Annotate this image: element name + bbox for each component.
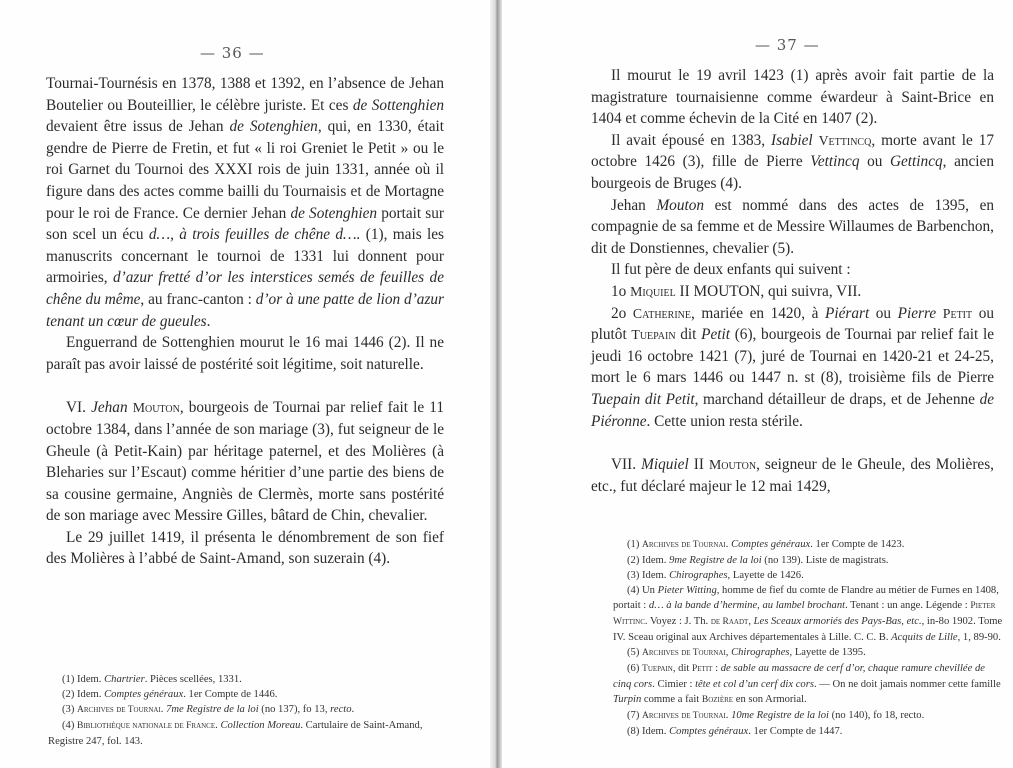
paragraph bbox=[591, 130, 994, 195]
text-run: 2o bbox=[611, 304, 633, 322]
text-run: (3) bbox=[62, 704, 78, 715]
text-run: (no 137), fo 13, bbox=[258, 704, 331, 715]
book-gutter bbox=[490, 0, 502, 768]
small-caps-run: Petit bbox=[942, 305, 973, 321]
italic-run: Acquits de Lille bbox=[891, 632, 958, 643]
text-run: . bbox=[351, 704, 355, 715]
italic-run: Tuepain dit Petit bbox=[591, 390, 695, 408]
italic-run: Comptes généraux bbox=[669, 726, 749, 737]
footnotes bbox=[613, 537, 1003, 739]
small-caps-run: Mouton bbox=[132, 400, 180, 416]
text-run: . bbox=[206, 312, 211, 330]
footnote bbox=[613, 645, 1003, 661]
text-run: . 1er Compte de 1447. bbox=[748, 726, 843, 737]
text-run: Enguerrand de Sottenghien mourut le 16 mai 1446 (2). Il ne paraît pas avoir laissé de postérité soit légitime, soit naturelle. bbox=[46, 334, 444, 373]
italic-run: d…, à trois feuilles de chêne d…. bbox=[148, 226, 361, 244]
text-run: (no 140), fo 18, recto. bbox=[828, 710, 925, 721]
small-caps-run: Tuepain bbox=[631, 327, 676, 343]
text-run: Le 29 juillet 1419, il présenta le dénombrement de son fief des Molières à l’abbé de Saint-Amand, son suzerain (4). bbox=[46, 528, 444, 568]
text-run: , au franc-canton : bbox=[140, 290, 256, 308]
text-run: VI. bbox=[66, 399, 92, 417]
page-number: — 36 — bbox=[200, 44, 265, 62]
footnote bbox=[613, 537, 1003, 553]
text-run: , mariée en 1420, à bbox=[690, 304, 825, 322]
text-run: comme a fait bbox=[641, 694, 702, 705]
text-run: , in-8o 1902. Tome IV. Sceau original aux Archives départementales à Lille. C. C. B. bbox=[613, 616, 1003, 643]
small-caps-run: Pieter Wittinc bbox=[613, 601, 996, 627]
text-run: (4) bbox=[62, 720, 78, 731]
text-run: Tournai-Tournésis en 1378, 1388 et 1392, en l’absence de Jehan Boutelier ou Bouteillier, le célèbre juriste. Et ces bbox=[46, 75, 444, 114]
italic-run: 10me Registre de la loi bbox=[731, 710, 829, 721]
text-run: , bourgeois de Tournai par relief fait le 11 octobre 1384, dans l’année de son mariage (3), fut seigneur de le Gheule (à Petit-Kain) par héritage paternel, et des Molières (à Bleharies sur l’Escaut) comme héritier d’une partie des biens de sa cousine germaine, Angniès de Clermès, morte sans postérité de son mariage avec Messire Gilles, bâtard de Chin, chevalier. bbox=[46, 399, 444, 525]
italic-run: Pierre bbox=[897, 304, 943, 322]
body-text bbox=[591, 65, 994, 497]
text-run: 1o bbox=[611, 282, 631, 300]
italic-run: Les Sceaux armoriés des Pays-Bas, etc. bbox=[753, 616, 922, 627]
text-run: devaient être issus de Jehan bbox=[46, 118, 230, 136]
italic-run: 7me Registre de la loi bbox=[166, 704, 259, 715]
italic-run: Chirographes bbox=[731, 647, 790, 658]
small-caps-run: Bibliothèque nationale de France bbox=[77, 721, 216, 731]
italic-run: Comptes généraux bbox=[104, 689, 184, 700]
small-caps-run: de Raadt bbox=[710, 617, 749, 627]
footnote bbox=[613, 708, 1003, 724]
page-number: — 37 — bbox=[755, 36, 820, 54]
text-run: II bbox=[688, 456, 709, 474]
text-run: . Pièces scellées, 1331. bbox=[144, 674, 242, 685]
text-run: , bbox=[725, 647, 732, 658]
paragraph bbox=[46, 397, 444, 527]
italic-run: Isabiel bbox=[771, 131, 819, 149]
italic-run: recto bbox=[330, 704, 352, 715]
text-run: , 1, 89-90. bbox=[957, 632, 1001, 643]
text-run: . Cartulaire de Saint-Amand, Registre 247, fol. 143. bbox=[48, 720, 423, 747]
body-text bbox=[46, 73, 444, 570]
text-run: , ancien bourgeois de Bruges (4). bbox=[591, 153, 994, 192]
italic-run: Turpin bbox=[613, 694, 642, 705]
small-caps-run: Archives de Tournai bbox=[77, 705, 161, 715]
italic-run: Pieter Witting bbox=[657, 585, 717, 596]
italic-run: Mouton bbox=[656, 196, 705, 214]
text-run: (5) bbox=[627, 647, 643, 658]
italic-run: de Sotenghien bbox=[229, 118, 318, 136]
italic-run: Miquiel bbox=[641, 456, 689, 474]
text-run: . bbox=[725, 539, 732, 550]
text-run: Jehan bbox=[611, 196, 657, 214]
footnote bbox=[48, 672, 448, 687]
paragraph bbox=[46, 332, 444, 375]
text-run: Il avait épousé en 1383, bbox=[611, 131, 772, 149]
text-run: ou bbox=[859, 153, 890, 171]
italic-run: 9me Registre de la loi bbox=[669, 555, 762, 566]
italic-run: Comptes généraux bbox=[731, 539, 811, 550]
italic-run: Gettincq bbox=[889, 153, 943, 171]
paragraph bbox=[591, 281, 994, 303]
footnote bbox=[613, 553, 1003, 568]
text-run: , bbox=[748, 616, 754, 627]
small-caps-run: Archives de Tournai bbox=[642, 540, 726, 550]
small-caps-run: Vettincq bbox=[818, 132, 872, 148]
italic-run: tête et col d’un cerf dix cors bbox=[695, 679, 814, 690]
text-run: (6), bourgeois de Tournai par relief fait le jeudi 16 octobre 1421 (7), juré de Tournai en 1420-21 et 24-25, mort le 6 mars 1446 ou 1447 n. st (8), troisième fils de Pierre bbox=[591, 326, 995, 387]
right-page bbox=[505, 0, 1013, 768]
text-run: ou plutôt bbox=[591, 304, 995, 344]
text-run: (1) bbox=[627, 539, 643, 550]
text-run: ou bbox=[869, 304, 898, 322]
text-run: Il mourut le 19 avril 1423 (1) après avoir fait partie de la magistrature tournaisienne comme éwardeur à Saint-Brice en 1404 et comme échevin de la Cité en 1407 (2). bbox=[591, 67, 994, 128]
footnote bbox=[48, 702, 448, 718]
footnotes bbox=[48, 672, 448, 749]
small-caps-run: Archives de Tournai bbox=[642, 648, 726, 658]
text-run: VII. bbox=[611, 456, 642, 474]
paragraph bbox=[591, 195, 994, 260]
footnote bbox=[613, 583, 1003, 645]
text-run: (1), mais les manuscrits concernant le tournoi de 1331 lui donnent pour armoiries, bbox=[46, 226, 444, 287]
italic-run: de Piéronne bbox=[591, 390, 995, 430]
paragraph bbox=[591, 65, 994, 130]
text-run: . bbox=[725, 710, 732, 721]
text-run: (2) Idem. bbox=[627, 555, 670, 566]
paragraph bbox=[591, 303, 994, 433]
small-caps-run: Catherine bbox=[632, 305, 691, 321]
small-caps-run: Miquiel bbox=[630, 283, 676, 299]
text-run: , morte avant le 17 octobre 1426 (3), fille de Pierre bbox=[591, 131, 994, 171]
italic-run: de sable au massacre de cerf d’or, chaque ramure chevillée de cinq cors bbox=[613, 663, 985, 690]
text-run: . bbox=[160, 704, 167, 715]
small-caps-run: Mouton bbox=[708, 457, 757, 473]
italic-run: Petit bbox=[701, 326, 731, 344]
italic-run: Collection Moreau bbox=[220, 720, 301, 731]
text-run: . Cimier : bbox=[652, 679, 696, 690]
text-run: (3) Idem. bbox=[627, 570, 670, 581]
text-run: dit bbox=[675, 326, 702, 344]
text-run: portait sur son scel un écu bbox=[46, 204, 444, 244]
italic-run: d… à la bande d’hermine, au lambel brochant bbox=[648, 600, 846, 611]
text-run: en son Armorial. bbox=[733, 694, 807, 705]
text-run: . Cette union resta stérile. bbox=[646, 412, 803, 430]
text-run: , qui, en 1330, était gendre de Pierre de Fretin, et fut « li roi Greniet le Petit » ou le roi Garnet du Tournoi des XXXI rois de juin 1331, année où il figure dans des actes comme bailli du Tournaisis et de Mortagne pour le roi de France. Ce dernier Jehan bbox=[46, 118, 444, 222]
italic-run: Chartrier bbox=[104, 674, 145, 685]
footnote bbox=[613, 724, 1003, 739]
text-run: , homme de fief du comte de Flandre au métier de Furnes en 1408, portait : bbox=[613, 585, 999, 611]
italic-run: Jehan bbox=[91, 399, 133, 417]
text-run: (4) Un bbox=[627, 585, 658, 596]
text-run: (2) Idem. bbox=[62, 689, 105, 700]
italic-run: Chirographes bbox=[669, 570, 728, 581]
text-run: . 1er Compte de 1446. bbox=[183, 689, 278, 700]
text-run: Il fut père de deux enfants qui suivent : bbox=[611, 261, 851, 279]
small-caps-run: Archives de Tournai bbox=[642, 711, 726, 721]
footnote bbox=[613, 568, 1003, 583]
small-caps-run: Bozière bbox=[701, 695, 734, 705]
paragraph bbox=[591, 259, 994, 281]
text-run: . — On ne doit jamais nommer cette famille bbox=[813, 679, 1001, 690]
text-run: : bbox=[712, 663, 721, 674]
footnote bbox=[613, 661, 1003, 708]
text-run: (no 139). Liste de magistrats. bbox=[761, 555, 889, 566]
text-run: (7) bbox=[627, 710, 643, 721]
italic-run: d’azur fretté d’or les interstices semés de feuilles de chêne du même bbox=[46, 269, 444, 308]
text-run: , dit bbox=[672, 663, 692, 674]
text-run: , seigneur de le Gheule, des Molières, etc., fut déclaré majeur le 12 mai 1429, bbox=[591, 456, 994, 495]
text-run: (1) Idem. bbox=[62, 674, 105, 685]
italic-run: de Sotenghien bbox=[290, 204, 378, 222]
italic-run: Piérart bbox=[825, 304, 870, 322]
text-run: . 1er Compte de 1423. bbox=[810, 539, 905, 550]
text-run: est nommé dans des actes de 1395, en compagnie de sa femme et de Messire Willaumes de Barbenchon, dit de Donstiennes, chevalier (5). bbox=[591, 196, 995, 257]
small-caps-run: Tuepain bbox=[642, 664, 673, 674]
paragraph bbox=[46, 73, 444, 332]
paragraph bbox=[46, 527, 444, 570]
left-page bbox=[0, 0, 488, 768]
footnote bbox=[48, 718, 448, 749]
italic-run: Vettincq bbox=[810, 153, 860, 171]
footnote bbox=[48, 687, 448, 702]
text-run: II MOUTON, qui suivra, VII. bbox=[675, 282, 862, 300]
text-run: , marchand détailleur de draps, et de Jehenne bbox=[694, 390, 980, 408]
text-run: . Tenant : un ange. Légende : bbox=[845, 600, 971, 611]
text-run: . Voyez : J. Th. bbox=[644, 616, 711, 627]
text-run: . bbox=[215, 720, 221, 731]
italic-run: d’or à une patte de lion d’azur tenant un cœur de gueules bbox=[46, 290, 444, 330]
paragraph bbox=[591, 454, 994, 497]
small-caps-run: Petit bbox=[691, 664, 713, 674]
text-run: , Layette de 1395. bbox=[789, 647, 866, 658]
italic-run: de Sottenghien bbox=[352, 96, 445, 114]
text-run: , Layette de 1426. bbox=[727, 570, 804, 581]
text-run: (8) Idem. bbox=[627, 726, 670, 737]
text-run: (6) bbox=[627, 663, 643, 674]
